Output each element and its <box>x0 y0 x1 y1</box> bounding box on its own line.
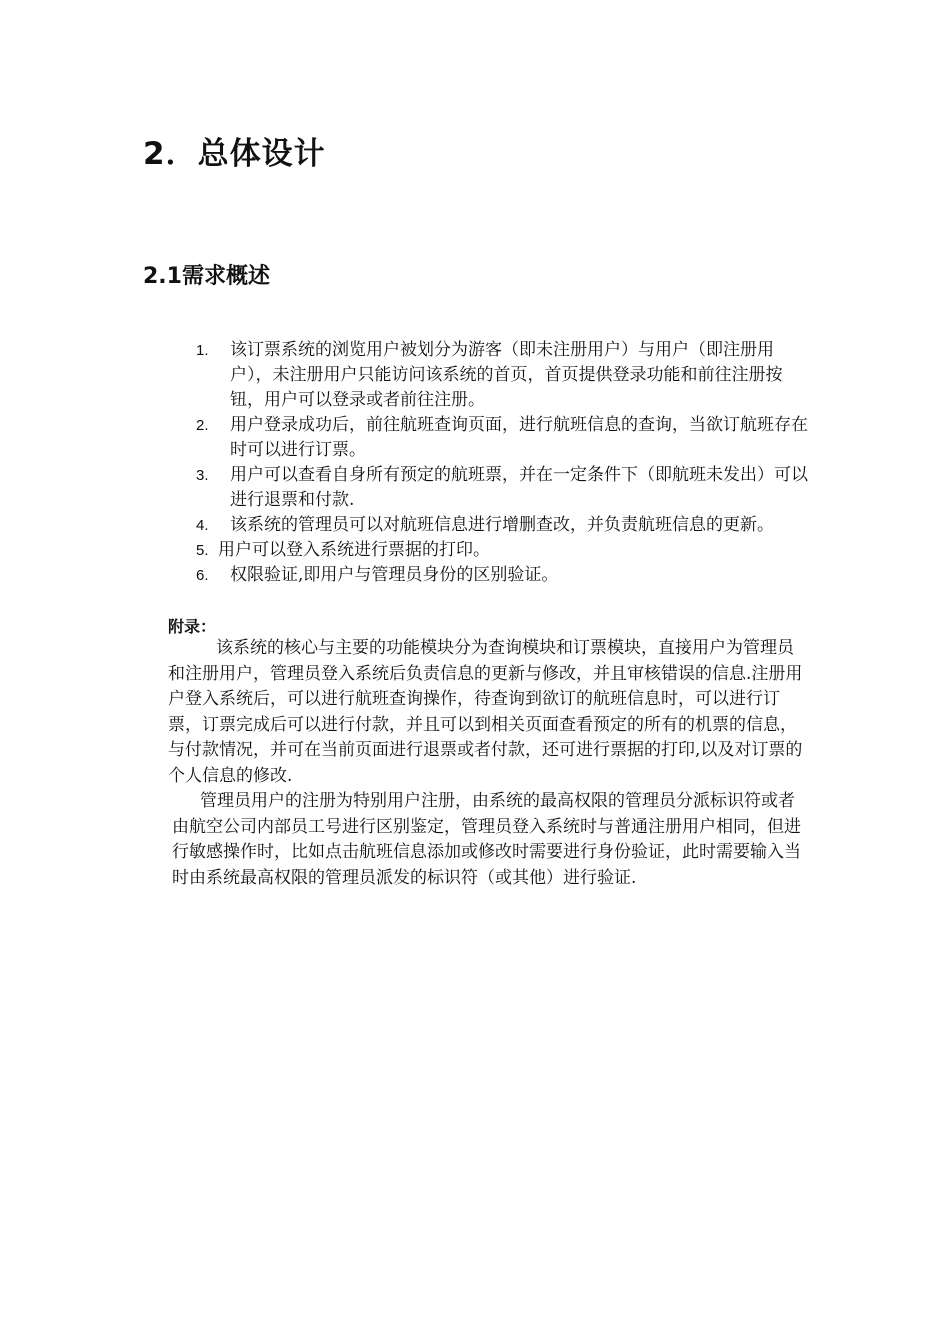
list-item-text: 用户登录成功后，前往航班查询页面，进行航班信息的查询，当欲订航班存在时可以进行订票。 <box>230 415 808 460</box>
list-item <box>160 463 810 513</box>
list-item <box>160 513 810 538</box>
appendix-label: 附录： <box>168 617 217 636</box>
list-number: 5. <box>196 542 209 559</box>
list-number: 6. <box>196 567 209 584</box>
requirements-list <box>160 338 810 588</box>
list-item <box>160 563 810 588</box>
subsection-heading: 2.1需求概述 <box>143 264 270 289</box>
appendix-paragraph: 管理员用户的注册为特别用户注册，由系统的最高权限的管理员分派标识符或者由航空公司内部员工号进行区别鉴定，管理员登入系统时与普通注册用户相同，但进行敏感操作时，比如点击航班信息添加或修改时需要进行身份验证，此时需要输入当时由系统最高权限的管理员派发的标识符（或其他）进行验证. <box>172 791 801 888</box>
list-item-text: 该订票系统的浏览用户被划分为游客（即未注册用户）与用户（即注册用户），未注册用户只能访问该系统的首页，首页提供登录功能和前往注册按钮，用户可以登录或者前往注册。 <box>230 340 783 410</box>
list-item-text: 用户可以查看自身所有预定的航班票，并在一定条件下（即航班未发出）可以进行退票和付款. <box>230 465 808 510</box>
appendix-paragraph: 该系统的核心与主要的功能模块分为查询模块和订票模块，直接用户为管理员和注册用户，管理员登入系统后负责信息的更新与修改，并且审核错误的信息.注册用户登入系统后，可以进行航班查询操作，待查询到欲订的航班信息时，可以进行订票，订票完成后可以进行付款，并且可以到相关页面查看预定的所有的机票的信息，与付款情况，并可在当前页面进行退票或者付款，还可进行票据的打印,以及对订票的个人信息的修改. <box>168 638 803 786</box>
list-item <box>160 338 810 413</box>
section-heading: 2．总体设计 <box>143 136 326 172</box>
list-number: 2. <box>196 417 209 434</box>
list-item-text: 用户可以登入系统进行票据的打印。 <box>218 540 490 560</box>
list-number: 4. <box>196 517 209 534</box>
list-item-text: 该系统的管理员可以对航班信息进行增删查改，并负责航班信息的更新。 <box>230 515 774 535</box>
list-item <box>160 538 810 563</box>
list-number: 1. <box>196 342 209 359</box>
list-item <box>160 413 810 463</box>
list-number: 3. <box>196 467 209 484</box>
list-item-text: 权限验证,即用户与管理员身份的区别验证。 <box>230 565 559 585</box>
